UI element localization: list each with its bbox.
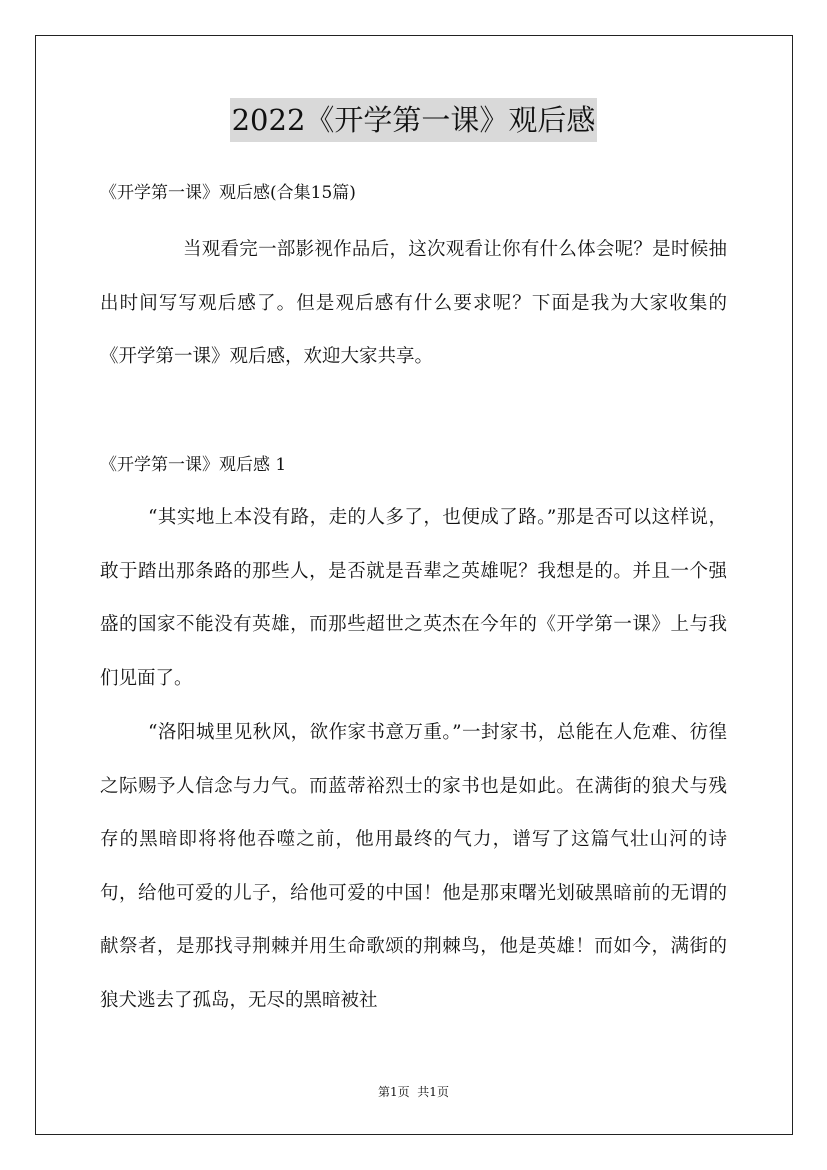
document-title: 2022《开学第一课》观后感	[230, 98, 598, 142]
section-heading: 《开学第一课》观后感 1	[100, 455, 287, 475]
intro-paragraph: 当观看完一部影视作品后，这次观看让你有什么体会呢？是时候抽出时间写写观后感了。但是观后感有什么要求呢？下面是我为大家收集的《开学第一课》观后感，欢迎大家共享。	[100, 239, 727, 367]
page-footer: 第1页 共1页	[378, 1085, 449, 1099]
body-paragraph-2: “洛阳城里见秋风，欲作家书意万重。”一封家书，总能在人危难、彷徨之际赐予人信念与力气。而蓝蒂裕烈士的家书也是如此。在满街的狼犬与残存的黑暗即将将他吞噬之前，他用最终的气力，谱写了这篇气壮山河的诗句，给他可爱的儿子，给他可爱的中国！他是那束曙光划破黑暗前的无谓的献祭者，是那找寻荆棘并用生命歌颂的荆棘鸟，他是英雄！而如今，满街的狼犬逃去了孤岛，无尽的黑暗被社	[100, 722, 727, 1011]
document-subtitle: 《开学第一课》观后感(合集15篇)	[100, 183, 356, 203]
body-paragraph-1: “其实地上本没有路，走的人多了，也便成了路。”那是否可以这样说，敢于踏出那条路的那些人，是否就是吾辈之英雄呢？我想是的。并且一个强盛的国家不能没有英雄，而那些超世之英杰在今年的《开学第一课》上与我们见面了。	[100, 507, 727, 689]
document-title-container	[0, 98, 827, 142]
